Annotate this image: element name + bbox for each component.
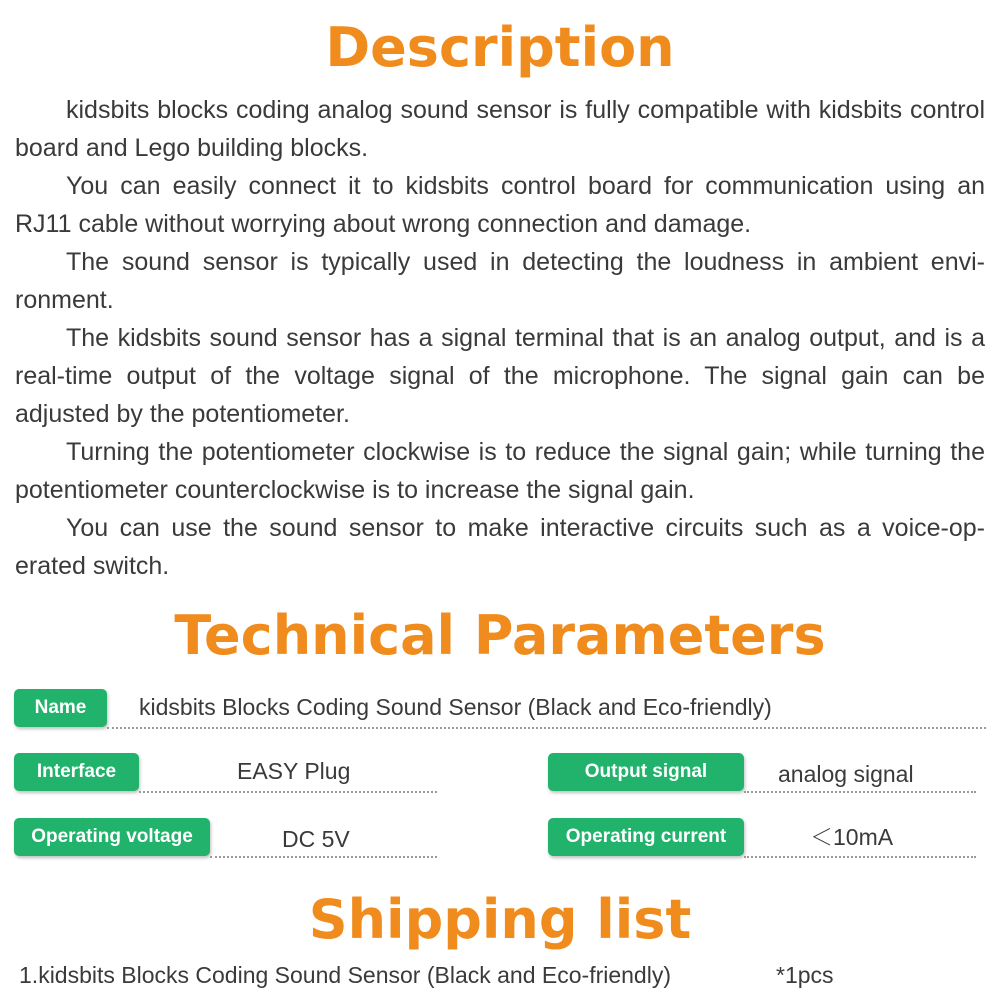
param-value-output-signal: analog signal bbox=[778, 761, 914, 787]
param-divider bbox=[744, 856, 976, 858]
param-value-name: kidsbits Blocks Coding Sound Sensor (Black and Eco-friendly) bbox=[139, 694, 772, 720]
param-label-operating-voltage: Operating voltage bbox=[14, 818, 210, 856]
shipping-item-name: kidsbits Blocks Coding Sound Sensor (Black and Eco-friendly) bbox=[38, 962, 671, 988]
param-value-operating-voltage: DC 5V bbox=[282, 826, 350, 852]
shipping-item-quantity: *1pcs bbox=[776, 962, 834, 988]
param-value-operating-current: ＜10mA bbox=[810, 824, 894, 850]
shipping-list-title: Shipping list bbox=[308, 888, 692, 951]
param-value-interface: EASY Plug bbox=[237, 758, 351, 784]
description-title: Description bbox=[325, 16, 675, 79]
param-divider bbox=[210, 856, 437, 858]
param-divider bbox=[107, 727, 986, 729]
description-paragraph: Turning the potentiometer clockwise is to reduce the signal gain; while turning the potentiometer counterclockwise is to increase the signal gain. bbox=[15, 438, 985, 504]
description-paragraph: The sound sensor is typically used in detecting the loudness in ambient environment. bbox=[15, 248, 985, 314]
description-paragraph: You can easily connect it to kidsbits control board for communication using an RJ11 cable without worrying about wrong connection and damage. bbox=[15, 172, 985, 238]
param-divider bbox=[139, 791, 437, 793]
shipping-item-number: 1. bbox=[19, 962, 39, 988]
param-label-operating-current: Operating current bbox=[548, 818, 744, 856]
description-paragraph: The kidsbits sound sensor has a signal terminal that is an analog output, and is a real-time output of the voltage signal of the microphone. The signal gain can be adjusted by the potentiometer. bbox=[15, 324, 985, 428]
description-paragraph: kidsbits blocks coding analog sound sensor is fully compatible with kidsbits control board and Lego building blocks. bbox=[15, 96, 985, 162]
shipping-item bbox=[19, 959, 671, 991]
param-label-interface: Interface bbox=[14, 753, 139, 791]
param-label-output-signal: Output signal bbox=[548, 753, 744, 791]
technical-parameters-title: Technical Parameters bbox=[174, 604, 826, 667]
description-paragraph: You can use the sound sensor to make interactive circuits such as a voice-operated switch. bbox=[15, 514, 985, 580]
param-divider bbox=[744, 791, 976, 793]
description-body bbox=[15, 91, 985, 585]
param-label-name: Name bbox=[14, 689, 107, 727]
